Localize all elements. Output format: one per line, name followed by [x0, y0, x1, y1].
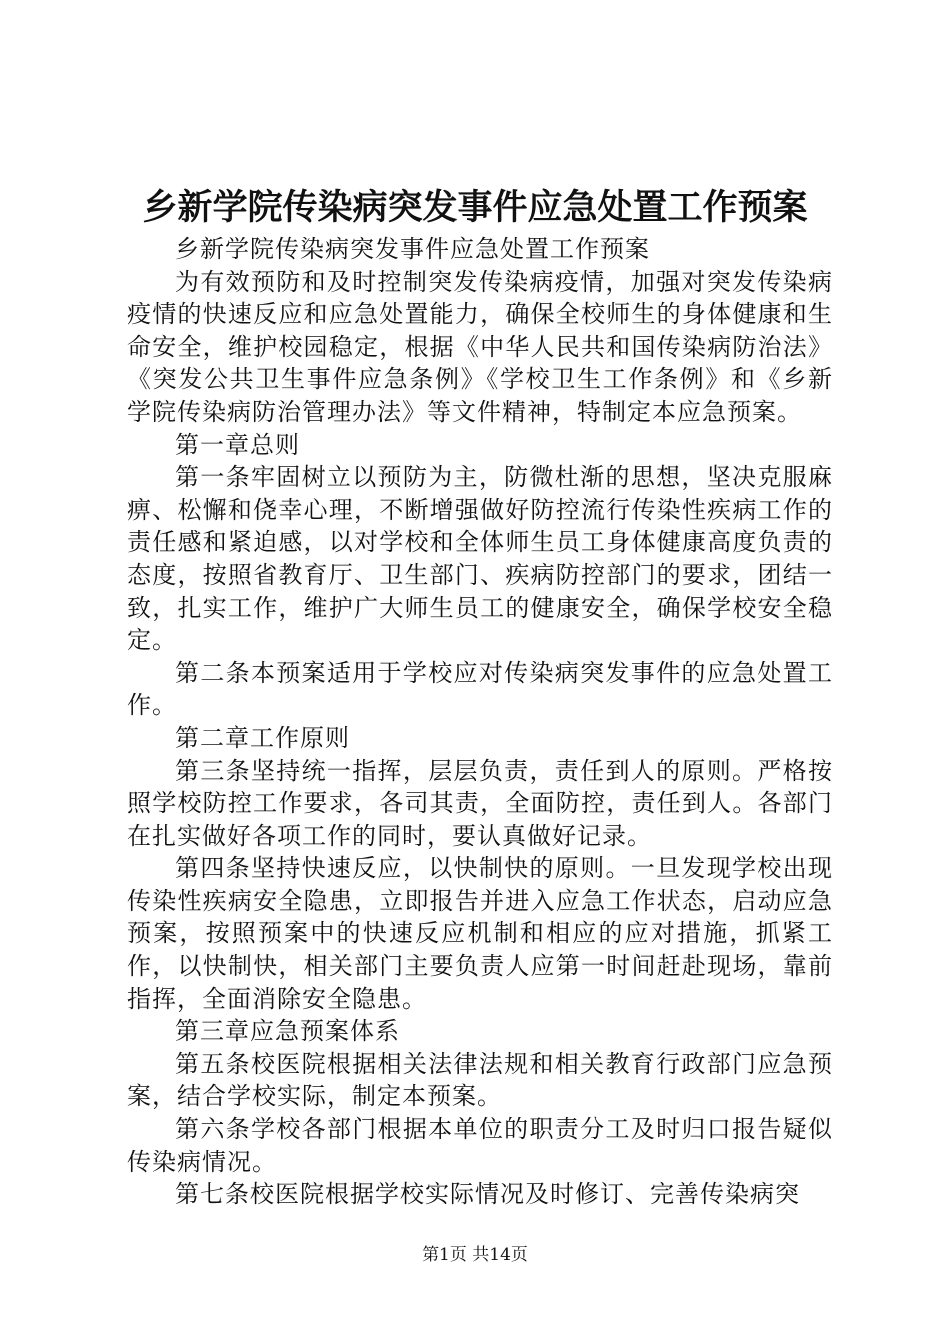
article-3: 第三条坚持统一指挥，层层负责，责任到人的原则。严格按照学校防控工作要求，各司其责，全面防控，责任到人。各部门在扎实做好各项工作的同时，要认真做好记录。	[127, 756, 833, 850]
page-number-footer: 第1页 共14页	[422, 1245, 528, 1265]
article-2: 第二条本预案适用于学校应对传染病突发事件的应急处置工作。	[127, 658, 833, 720]
chapter-heading-2: 第二章工作原则	[175, 723, 350, 752]
paragraph-subtitle: 乡新学院传染病突发事件应急处置工作预案	[175, 235, 650, 263]
article-4: 第四条坚持快速反应，以快制快的原则。一旦发现学校出现传染性疾病安全隐患，立即报告并进入应急工作状态，启动应急预案，按照预案中的快速反应机制和相应的应对措施，抓紧工作，以快制快，相关部门主要负责人应第一时间赶赴现场，靠前指挥，全面消除安全隐患。	[127, 854, 833, 1013]
document-body	[127, 233, 833, 1211]
paragraph-preamble: 为有效预防和及时控制突发传染病疫情，加强对突发传染病疫情的快速反应和应急处置能力，确保全校师生的身体健康和生命安全，维护校园稳定，根据《中华人民共和国传染病防治法》《突发公共卫生事件应急条例》《学校卫生工作条例》和《乡新学院传染病防治管理办法》等文件精神，特制定本应急预案。	[127, 267, 833, 426]
article-5: 第五条校医院根据相关法律法规和相关教育行政部门应急预案，结合学校实际，制定本预案。	[127, 1049, 833, 1111]
article-6: 第六条学校各部门根据本单位的职责分工及时归口报告疑似传染病情况。	[127, 1115, 833, 1176]
document-title: 乡新学院传染病突发事件应急处置工作预案	[142, 187, 808, 228]
chapter-heading-1: 第一章总则	[175, 430, 300, 459]
article-1: 第一条牢固树立以预防为主，防微杜渐的思想，坚决克服麻痹、松懈和侥幸心理，不断增强做好防控流行传染性疾病工作的责任感和紧迫感，以对学校和全体师生员工身体健康高度负责的态度，按照省教育厅、卫生部门、疾病防控部门的要求，团结一致，扎实工作，维护广大师生员工的健康安全，确保学校安全稳定。	[127, 463, 833, 655]
chapter-heading-3: 第三章应急预案体系	[175, 1017, 400, 1046]
article-7: 第七条校医院根据学校实际情况及时修订、完善传染病突	[175, 1180, 800, 1209]
